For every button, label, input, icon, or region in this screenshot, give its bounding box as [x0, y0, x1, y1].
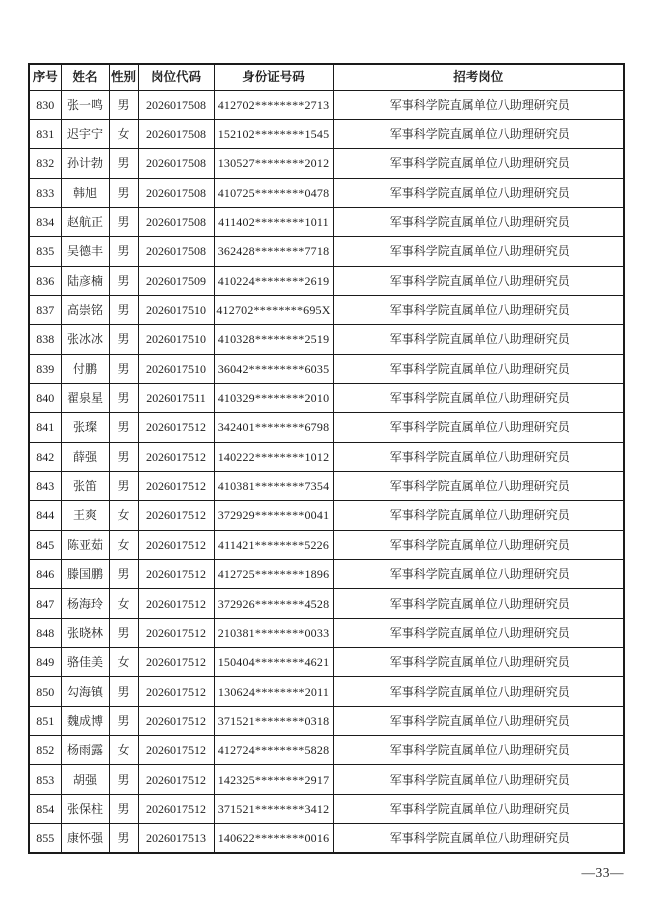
cell-seq: 840 [29, 383, 61, 412]
cell-seq: 848 [29, 618, 61, 647]
table-row [29, 178, 624, 207]
table-row [29, 442, 624, 471]
cell-gender: 男 [109, 560, 138, 589]
cell-name: 张晓林 [61, 618, 109, 647]
cell-gender: 女 [109, 530, 138, 559]
cell-name: 张冰冰 [61, 325, 109, 354]
cell-position-code: 2026017508 [138, 149, 214, 178]
cell-position-code: 2026017508 [138, 237, 214, 266]
cell-gender: 男 [109, 765, 138, 794]
cell-name: 孙计勃 [61, 149, 109, 178]
cell-seq: 846 [29, 560, 61, 589]
cell-recruit-position: 军事科学院直属单位八助理研究员 [333, 648, 624, 677]
cell-gender: 男 [109, 207, 138, 236]
cell-gender: 男 [109, 471, 138, 500]
table-row [29, 471, 624, 500]
cell-name: 陈亚茹 [61, 530, 109, 559]
cell-gender: 男 [109, 618, 138, 647]
cell-gender: 男 [109, 237, 138, 266]
cell-gender: 女 [109, 648, 138, 677]
cell-id-number: 140222********1012 [214, 442, 333, 471]
table-header [29, 64, 624, 90]
cell-seq: 843 [29, 471, 61, 500]
cell-recruit-position: 军事科学院直属单位八助理研究员 [333, 295, 624, 324]
cell-name: 赵航正 [61, 207, 109, 236]
cell-position-code: 2026017512 [138, 765, 214, 794]
cell-name: 迟宇宁 [61, 119, 109, 148]
cell-recruit-position: 军事科学院直属单位八助理研究员 [333, 266, 624, 295]
cell-recruit-position: 军事科学院直属单位八助理研究员 [333, 677, 624, 706]
cell-name: 滕国鹏 [61, 560, 109, 589]
cell-gender: 男 [109, 413, 138, 442]
cell-seq: 855 [29, 824, 61, 853]
cell-gender: 男 [109, 383, 138, 412]
cell-recruit-position: 军事科学院直属单位八助理研究员 [333, 530, 624, 559]
cell-position-code: 2026017508 [138, 90, 214, 119]
cell-gender: 男 [109, 442, 138, 471]
cell-id-number: 371521********0318 [214, 706, 333, 735]
table-row [29, 413, 624, 442]
cell-seq: 844 [29, 501, 61, 530]
cell-position-code: 2026017508 [138, 207, 214, 236]
cell-recruit-position: 军事科学院直属单位八助理研究员 [333, 178, 624, 207]
table-row [29, 90, 624, 119]
cell-name: 魏成博 [61, 706, 109, 735]
cell-id-number: 411402********1011 [214, 207, 333, 236]
cell-position-code: 2026017510 [138, 295, 214, 324]
cell-recruit-position: 军事科学院直属单位八助理研究员 [333, 354, 624, 383]
cell-gender: 男 [109, 354, 138, 383]
cell-name: 胡强 [61, 765, 109, 794]
cell-id-number: 150404********4621 [214, 648, 333, 677]
cell-recruit-position: 军事科学院直属单位八助理研究员 [333, 471, 624, 500]
cell-gender: 男 [109, 295, 138, 324]
table-row [29, 677, 624, 706]
header-row [29, 64, 624, 90]
header-seq: 序号 [29, 64, 61, 90]
cell-recruit-position: 军事科学院直属单位八助理研究员 [333, 383, 624, 412]
cell-position-code: 2026017512 [138, 560, 214, 589]
cell-name: 翟泉星 [61, 383, 109, 412]
table-row [29, 295, 624, 324]
cell-position-code: 2026017512 [138, 589, 214, 618]
table-row [29, 207, 624, 236]
cell-recruit-position: 军事科学院直属单位八助理研究员 [333, 706, 624, 735]
cell-seq: 831 [29, 119, 61, 148]
cell-id-number: 372929********0041 [214, 501, 333, 530]
cell-position-code: 2026017512 [138, 677, 214, 706]
table-row [29, 119, 624, 148]
header-recruit-position: 招考岗位 [333, 64, 624, 90]
cell-seq: 837 [29, 295, 61, 324]
cell-id-number: 410224********2619 [214, 266, 333, 295]
cell-id-number: 412702********2713 [214, 90, 333, 119]
cell-seq: 838 [29, 325, 61, 354]
cell-id-number: 410329********2010 [214, 383, 333, 412]
table-row [29, 237, 624, 266]
cell-recruit-position: 军事科学院直属单位八助理研究员 [333, 824, 624, 853]
cell-seq: 845 [29, 530, 61, 559]
cell-gender: 女 [109, 119, 138, 148]
cell-seq: 832 [29, 149, 61, 178]
table-row [29, 149, 624, 178]
cell-gender: 男 [109, 794, 138, 823]
cell-id-number: 412725********1896 [214, 560, 333, 589]
cell-seq: 836 [29, 266, 61, 295]
cell-seq: 842 [29, 442, 61, 471]
cell-position-code: 2026017512 [138, 501, 214, 530]
cell-id-number: 130527********2012 [214, 149, 333, 178]
cell-name: 勾海镇 [61, 677, 109, 706]
cell-id-number: 371521********3412 [214, 794, 333, 823]
cell-gender: 女 [109, 589, 138, 618]
table-row [29, 530, 624, 559]
cell-name: 付鹏 [61, 354, 109, 383]
table-row [29, 648, 624, 677]
cell-seq: 849 [29, 648, 61, 677]
cell-position-code: 2026017512 [138, 413, 214, 442]
cell-position-code: 2026017512 [138, 471, 214, 500]
cell-recruit-position: 军事科学院直属单位八助理研究员 [333, 794, 624, 823]
cell-gender: 男 [109, 677, 138, 706]
cell-seq: 854 [29, 794, 61, 823]
cell-name: 吴德丰 [61, 237, 109, 266]
cell-name: 张笛 [61, 471, 109, 500]
table-row [29, 824, 624, 853]
cell-gender: 男 [109, 706, 138, 735]
cell-id-number: 152102********1545 [214, 119, 333, 148]
cell-gender: 男 [109, 149, 138, 178]
cell-recruit-position: 军事科学院直属单位八助理研究员 [333, 413, 624, 442]
table-row [29, 354, 624, 383]
table-row [29, 266, 624, 295]
header-id-number: 身份证号码 [214, 64, 333, 90]
cell-gender: 女 [109, 736, 138, 765]
cell-seq: 834 [29, 207, 61, 236]
cell-recruit-position: 军事科学院直属单位八助理研究员 [333, 119, 624, 148]
cell-recruit-position: 军事科学院直属单位八助理研究员 [333, 589, 624, 618]
cell-gender: 男 [109, 90, 138, 119]
cell-recruit-position: 军事科学院直属单位八助理研究员 [333, 149, 624, 178]
cell-id-number: 36042*********6035 [214, 354, 333, 383]
cell-position-code: 2026017508 [138, 178, 214, 207]
cell-id-number: 142325********2917 [214, 765, 333, 794]
cell-name: 张璨 [61, 413, 109, 442]
cell-gender: 男 [109, 824, 138, 853]
cell-recruit-position: 军事科学院直属单位八助理研究员 [333, 618, 624, 647]
table-row [29, 589, 624, 618]
cell-position-code: 2026017512 [138, 648, 214, 677]
cell-name: 张保柱 [61, 794, 109, 823]
cell-gender: 男 [109, 266, 138, 295]
cell-seq: 850 [29, 677, 61, 706]
cell-position-code: 2026017512 [138, 442, 214, 471]
cell-position-code: 2026017509 [138, 266, 214, 295]
cell-seq: 830 [29, 90, 61, 119]
cell-recruit-position: 军事科学院直属单位八助理研究员 [333, 207, 624, 236]
cell-id-number: 140622********0016 [214, 824, 333, 853]
cell-id-number: 342401********6798 [214, 413, 333, 442]
cell-position-code: 2026017510 [138, 325, 214, 354]
cell-id-number: 130624********2011 [214, 677, 333, 706]
cell-id-number: 412702********695X [214, 295, 333, 324]
cell-position-code: 2026017511 [138, 383, 214, 412]
table-row [29, 501, 624, 530]
table-row [29, 383, 624, 412]
cell-position-code: 2026017510 [138, 354, 214, 383]
cell-position-code: 2026017512 [138, 736, 214, 765]
cell-name: 张一鸣 [61, 90, 109, 119]
cell-id-number: 410328********2519 [214, 325, 333, 354]
cell-gender: 男 [109, 178, 138, 207]
table-body [29, 90, 624, 853]
cell-seq: 841 [29, 413, 61, 442]
cell-seq: 853 [29, 765, 61, 794]
cell-recruit-position: 军事科学院直属单位八助理研究员 [333, 442, 624, 471]
cell-position-code: 2026017508 [138, 119, 214, 148]
table-row [29, 706, 624, 735]
cell-id-number: 412724********5828 [214, 736, 333, 765]
cell-position-code: 2026017512 [138, 794, 214, 823]
cell-seq: 852 [29, 736, 61, 765]
cell-position-code: 2026017512 [138, 618, 214, 647]
table-row [29, 794, 624, 823]
cell-position-code: 2026017513 [138, 824, 214, 853]
cell-recruit-position: 军事科学院直属单位八助理研究员 [333, 90, 624, 119]
cell-name: 杨海玲 [61, 589, 109, 618]
cell-name: 薛强 [61, 442, 109, 471]
cell-name: 骆佳美 [61, 648, 109, 677]
cell-seq: 835 [29, 237, 61, 266]
table-row [29, 560, 624, 589]
cell-name: 王爽 [61, 501, 109, 530]
cell-name: 高崇铭 [61, 295, 109, 324]
cell-recruit-position: 军事科学院直属单位八助理研究员 [333, 325, 624, 354]
cell-gender: 男 [109, 325, 138, 354]
table-row [29, 325, 624, 354]
cell-recruit-position: 军事科学院直属单位八助理研究员 [333, 765, 624, 794]
table-row [29, 618, 624, 647]
cell-id-number: 372926********4528 [214, 589, 333, 618]
header-name: 姓名 [61, 64, 109, 90]
header-position-code: 岗位代码 [138, 64, 214, 90]
cell-position-code: 2026017512 [138, 530, 214, 559]
page-number: —33— [581, 865, 624, 880]
cell-recruit-position: 军事科学院直属单位八助理研究员 [333, 501, 624, 530]
candidate-roster-table [28, 63, 625, 854]
cell-seq: 847 [29, 589, 61, 618]
cell-id-number: 362428********7718 [214, 237, 333, 266]
cell-recruit-position: 军事科学院直属单位八助理研究员 [333, 560, 624, 589]
table-row [29, 736, 624, 765]
cell-id-number: 210381********0033 [214, 618, 333, 647]
header-gender: 性别 [109, 64, 138, 90]
cell-gender: 女 [109, 501, 138, 530]
cell-id-number: 411421********5226 [214, 530, 333, 559]
cell-id-number: 410381********7354 [214, 471, 333, 500]
cell-seq: 851 [29, 706, 61, 735]
cell-name: 陆彦楠 [61, 266, 109, 295]
table-row [29, 765, 624, 794]
cell-name: 杨雨露 [61, 736, 109, 765]
cell-recruit-position: 军事科学院直属单位八助理研究员 [333, 237, 624, 266]
cell-name: 韩旭 [61, 178, 109, 207]
cell-seq: 833 [29, 178, 61, 207]
cell-recruit-position: 军事科学院直属单位八助理研究员 [333, 736, 624, 765]
cell-name: 康怀强 [61, 824, 109, 853]
cell-seq: 839 [29, 354, 61, 383]
cell-id-number: 410725********0478 [214, 178, 333, 207]
cell-position-code: 2026017512 [138, 706, 214, 735]
